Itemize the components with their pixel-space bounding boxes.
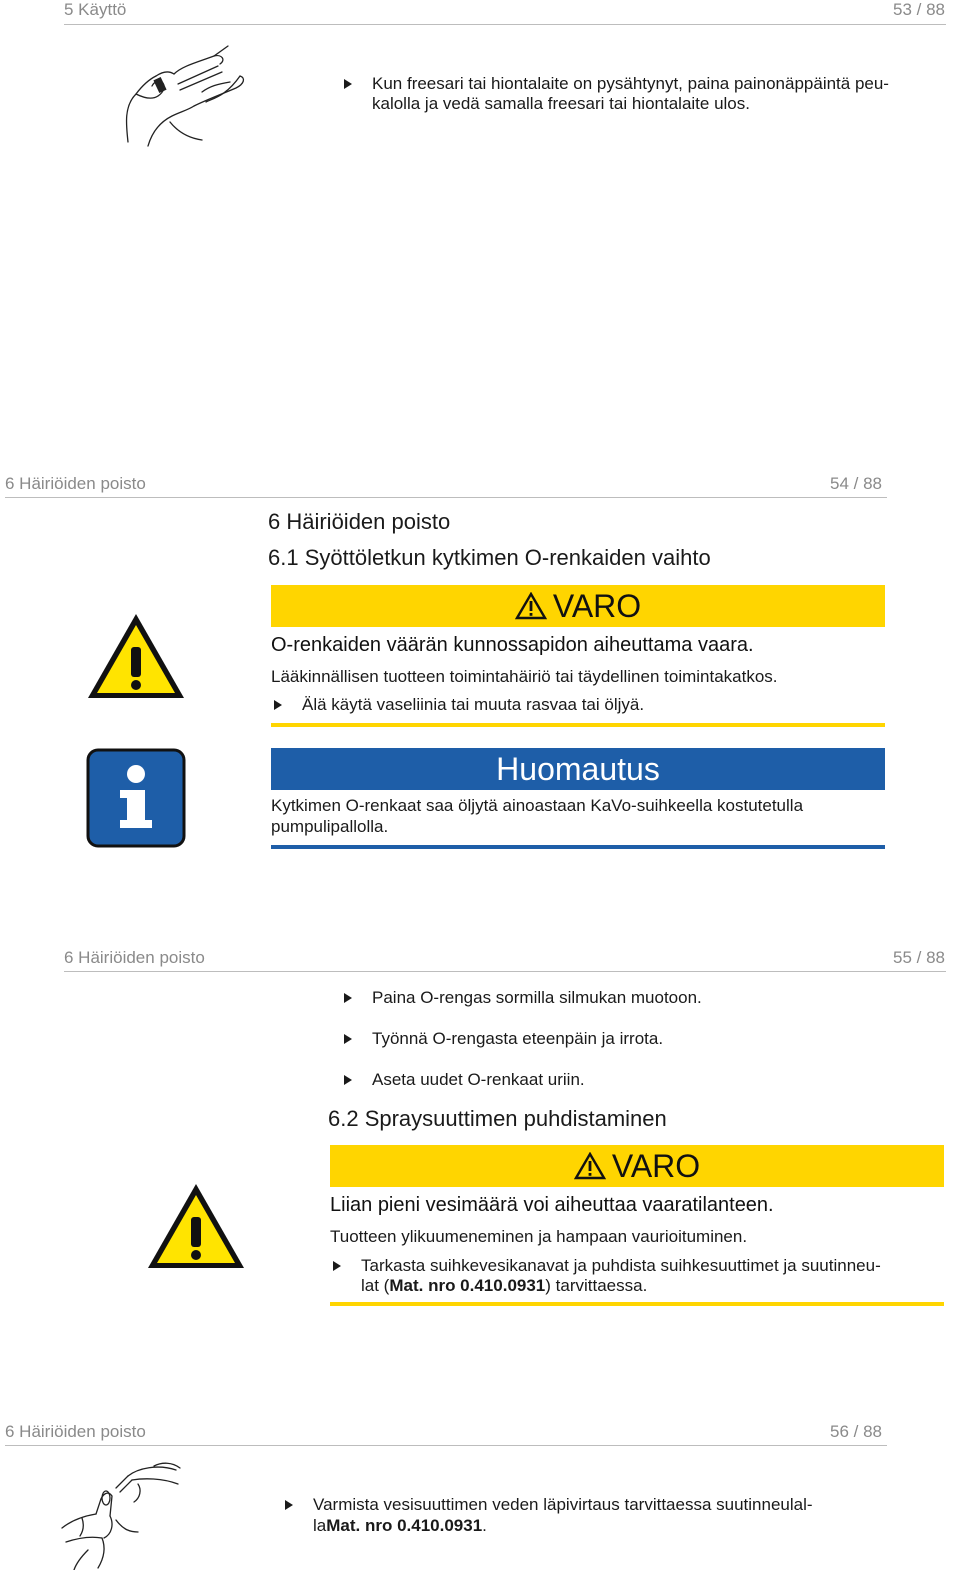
nozzle-hand-illustration [58, 1458, 188, 1570]
warning-triangle-icon [85, 611, 187, 701]
material-number: Mat. nro 0.410.0931 [389, 1276, 546, 1295]
bullet-arrow-icon [285, 1500, 293, 1510]
warning-heading: Liian pieni vesimäärä voi aiheuttaa vaaratilanteen. [330, 1194, 774, 1216]
note-bottom-rule [271, 845, 885, 849]
page-header-section: 6 Häiriöiden poisto [5, 474, 146, 493]
page-number: 54 / 88 [830, 474, 882, 493]
section-title: 6.2 Spraysuuttimen puhdistaminen [328, 1106, 667, 1131]
note-text-line: Kytkimen O-renkaat saa öljytä ainoastaan KaVo-suihkeella kostutetulla [271, 796, 804, 815]
warning-mini-icon [574, 1152, 606, 1180]
header-rule [5, 1445, 887, 1446]
warning-text: Lääkinnällisen tuotteen toimintahäiriö tai täydellinen toimintakatkos. [271, 667, 778, 686]
bullet-arrow-icon [344, 79, 352, 89]
warning-heading: O-renkaiden väärän kunnossapidon aiheuttama vaara. [271, 634, 754, 656]
warning-triangle-icon [145, 1181, 247, 1271]
warning-text: Tuotteen ylikuumeneminen ja hampaan vaurioituminen. [330, 1227, 748, 1246]
header-rule [64, 24, 946, 25]
bullet-arrow-icon [344, 1034, 352, 1044]
page-header-section: 6 Häiriöiden poisto [64, 948, 205, 967]
material-number: Mat. nro 0.410.0931 [326, 1516, 483, 1535]
page-header-section: 5 Käyttö [64, 0, 127, 19]
header-rule [5, 497, 887, 498]
warning-band [330, 1145, 944, 1187]
warning-bottom-rule [271, 723, 885, 727]
hand-tool-illustration [118, 36, 250, 148]
page-number: 55 / 88 [893, 948, 945, 967]
note-band [271, 748, 885, 790]
bullet-arrow-icon [344, 993, 352, 1003]
page-header-section: 6 Häiriöiden poisto [5, 1422, 146, 1441]
warning-mini-icon [515, 592, 547, 620]
note-label: Huomautus [496, 751, 660, 787]
warning-band [271, 585, 885, 627]
warning-label: VARO [552, 588, 642, 624]
info-icon [86, 748, 186, 848]
chapter-title: 6 Häiriöiden poisto [268, 509, 451, 534]
bullet-arrow-icon [333, 1261, 341, 1271]
header-rule [64, 971, 946, 972]
note-text-line: pumpulipallolla. [271, 817, 389, 836]
page-number: 53 / 88 [893, 0, 945, 19]
section-title: 6.1 Syöttöletkun kytkimen O-renkaiden vaihto [268, 545, 711, 570]
warning-label: VARO [611, 1148, 701, 1184]
page-number: 56 / 88 [830, 1422, 882, 1441]
bullet-arrow-icon [344, 1075, 352, 1085]
warning-bottom-rule [330, 1302, 944, 1306]
bullet-arrow-icon [274, 700, 282, 710]
